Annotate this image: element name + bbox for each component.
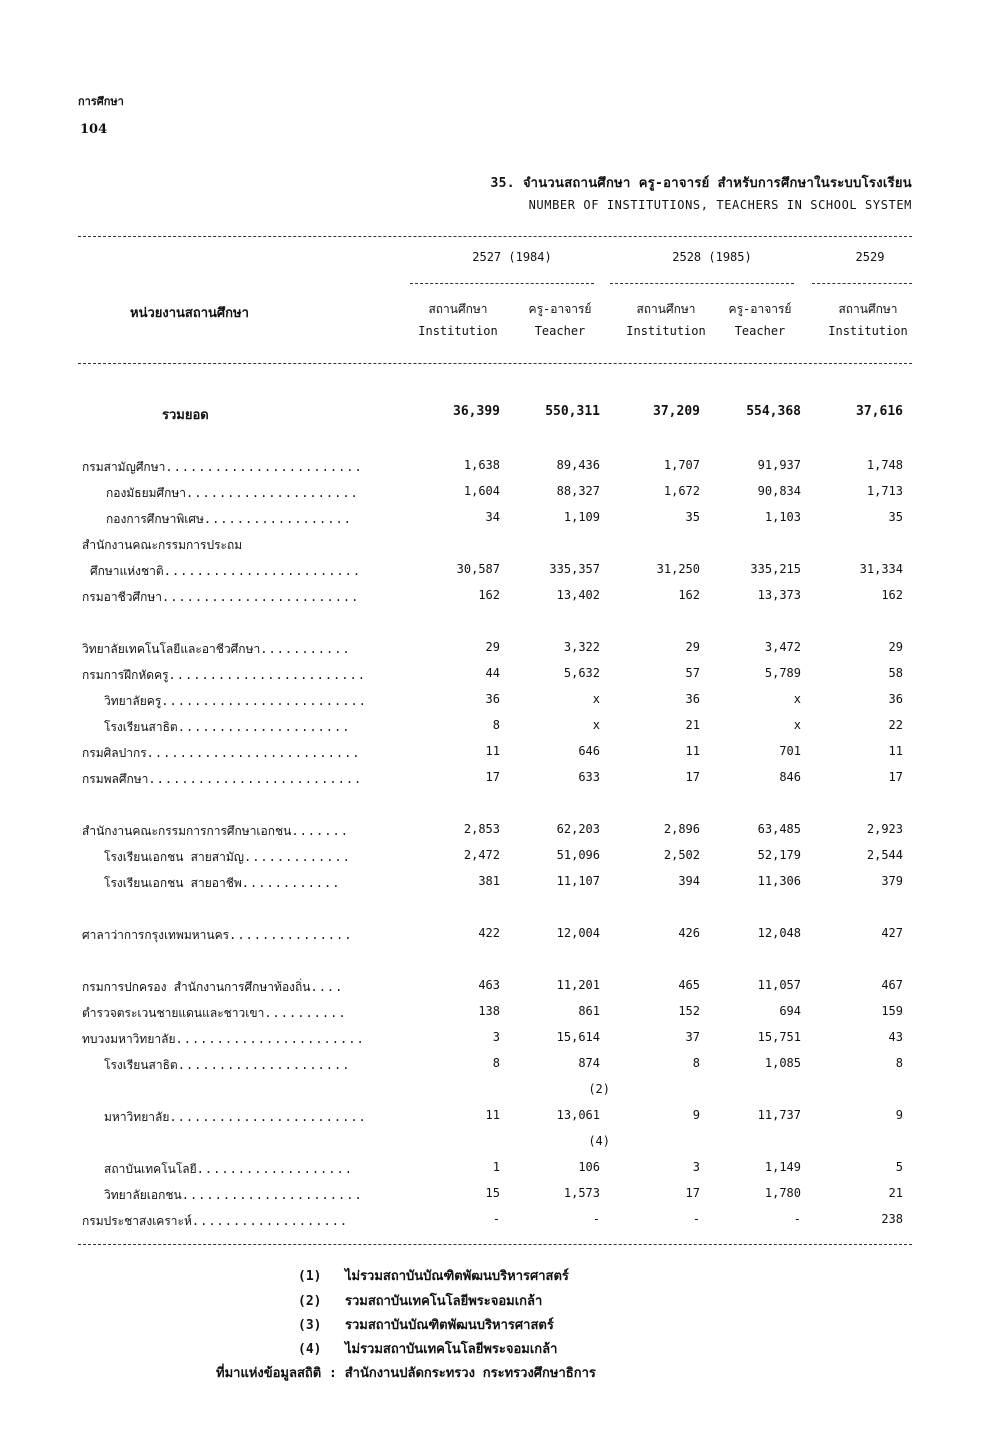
table-cell: 379 xyxy=(881,874,903,888)
table-row xyxy=(0,458,990,480)
table-cell: 34 xyxy=(485,510,500,524)
table-row xyxy=(0,1212,990,1234)
row-label: กรมประชาสงเคราะห์................... xyxy=(82,1214,349,1228)
table-cell: 5,632 xyxy=(563,666,600,680)
table-cell: 335,357 xyxy=(549,562,600,576)
column-header: สถานศึกษา Institution xyxy=(418,302,498,338)
table-cell: 2,923 xyxy=(866,822,903,836)
table-row xyxy=(0,1004,990,1026)
footnote: (4) ไม่รวมสถาบันเทคโนโลยีพระจอมเกล้า xyxy=(298,1342,558,1357)
table-cell: 238 xyxy=(881,1212,903,1226)
table-cell: 1,713 xyxy=(866,484,903,498)
table-cell: 1,573 xyxy=(563,1186,600,1200)
table-row xyxy=(0,770,990,792)
table-row xyxy=(0,874,990,896)
table-cell: 15,614 xyxy=(556,1030,600,1044)
column-header: สถานศึกษา Institution xyxy=(828,302,908,338)
row-label: วิทยาลัยเทคโนโลยีและอาชีวศึกษา........... xyxy=(82,642,351,656)
table-cell: 31,250 xyxy=(656,562,700,576)
footnote-marker: (4) xyxy=(588,1134,610,1148)
row-label: วิทยาลัยเอกชน...................... xyxy=(104,1188,363,1202)
row-label: ศาลาว่าการกรุงเทพมหานคร............... xyxy=(82,928,353,942)
top-rule xyxy=(78,236,912,237)
row-label: กรมศิลปากร.......................... xyxy=(82,746,361,760)
table-cell: 159 xyxy=(881,1004,903,1018)
table-cell: 11 xyxy=(485,1108,500,1122)
table-cell: 427 xyxy=(881,926,903,940)
table-cell: 57 xyxy=(685,666,700,680)
table-cell: 36 xyxy=(685,692,700,706)
table-cell: 162 xyxy=(678,588,700,602)
footnote: (2) รวมสถาบันเทคโนโลยีพระจอมเกล้า xyxy=(298,1294,543,1309)
table-cell: 5 xyxy=(895,1160,903,1174)
table-cell: 3 xyxy=(492,1030,500,1044)
table-cell: - xyxy=(692,1212,700,1226)
table-cell: 17 xyxy=(685,770,700,784)
row-label: ทบวงมหาวิทยาลัย....................... xyxy=(82,1032,365,1046)
table-cell: 3,322 xyxy=(563,640,600,654)
table-cell: 11 xyxy=(685,744,700,758)
table-cell: 2,853 xyxy=(463,822,500,836)
table-row xyxy=(0,562,990,584)
table-cell: 13,402 xyxy=(556,588,600,602)
table-row xyxy=(0,1030,990,1052)
table-row xyxy=(0,484,990,506)
table-cell: 36 xyxy=(888,692,903,706)
table-cell: 633 xyxy=(578,770,600,784)
table-cell: 8 xyxy=(492,1056,500,1070)
table-cell: 2,472 xyxy=(463,848,500,862)
year-header: 2529 xyxy=(855,250,885,264)
table-row xyxy=(0,1160,990,1182)
table-cell: - xyxy=(592,1212,600,1226)
table-cell: 694 xyxy=(779,1004,801,1018)
year-underline xyxy=(812,283,912,284)
table-row xyxy=(0,978,990,1000)
row-label: โรงเรียนเอกชน สายอาชีพ............ xyxy=(104,876,341,890)
row-label: กรมการฝึกหัดครู........................ xyxy=(82,668,366,682)
table-row xyxy=(0,822,990,844)
table-cell: 9 xyxy=(895,1108,903,1122)
table-cell: 31,334 xyxy=(859,562,903,576)
table-cell: 13,061 xyxy=(556,1108,600,1122)
table-cell: 1,085 xyxy=(764,1056,801,1070)
table-cell: 90,834 xyxy=(757,484,801,498)
table-cell: 1,604 xyxy=(463,484,500,498)
table-cell: 37,616 xyxy=(856,404,903,419)
table-row xyxy=(0,744,990,766)
table-cell: 13,373 xyxy=(757,588,801,602)
row-label: กองมัธยมศึกษา..................... xyxy=(106,486,359,500)
table-cell: 138 xyxy=(478,1004,500,1018)
table-cell: 1 xyxy=(492,1160,500,1174)
table-cell: 8 xyxy=(492,718,500,732)
table-cell: 465 xyxy=(678,978,700,992)
table-cell: 62,203 xyxy=(556,822,600,836)
row-label: กรมการปกครอง สำนักงานการศึกษาท้องถิ่น.... xyxy=(82,980,344,994)
table-cell: 15 xyxy=(485,1186,500,1200)
table-cell: 2,502 xyxy=(663,848,700,862)
table-cell: 1,748 xyxy=(866,458,903,472)
row-label: กรมพลศึกษา.......................... xyxy=(82,772,363,786)
table-row xyxy=(0,848,990,870)
table-cell: 846 xyxy=(779,770,801,784)
row-label: กองการศึกษาพิเศษ.................. xyxy=(106,512,352,526)
table-cell: 11 xyxy=(485,744,500,758)
year-header: 2527 (1984) xyxy=(472,250,552,264)
year-header: 2528 (1985) xyxy=(672,250,752,264)
table-cell: 29 xyxy=(685,640,700,654)
table-cell: x xyxy=(592,718,600,732)
table-cell: 12,004 xyxy=(556,926,600,940)
table-cell: 335,215 xyxy=(750,562,801,576)
table-cell: 11,306 xyxy=(757,874,801,888)
table-cell: 106 xyxy=(578,1160,600,1174)
table-cell: 550,311 xyxy=(545,404,600,419)
table-cell: 36,399 xyxy=(453,404,500,419)
table-cell: - xyxy=(492,1212,500,1226)
table-cell: 43 xyxy=(888,1030,903,1044)
table-cell: 15,751 xyxy=(757,1030,801,1044)
table-cell: 646 xyxy=(578,744,600,758)
table-cell: 1,103 xyxy=(764,510,801,524)
table-cell: 1,780 xyxy=(764,1186,801,1200)
table-cell: 1,638 xyxy=(463,458,500,472)
total-row xyxy=(0,404,990,426)
year-underline xyxy=(610,283,794,284)
section-header: การศึกษา xyxy=(78,95,124,108)
table-row xyxy=(0,1186,990,1208)
row-label: วิทยาลัยครู......................... xyxy=(104,694,367,708)
table-row xyxy=(0,666,990,688)
table-cell: 63,485 xyxy=(757,822,801,836)
table-cell: 21 xyxy=(888,1186,903,1200)
table-row xyxy=(0,926,990,948)
row-label: กรมอาชีวศึกษา........................ xyxy=(82,590,360,604)
table-cell: 91,937 xyxy=(757,458,801,472)
table-cell: 422 xyxy=(478,926,500,940)
table-cell: 29 xyxy=(888,640,903,654)
table-cell: 12,048 xyxy=(757,926,801,940)
table-cell: 861 xyxy=(578,1004,600,1018)
table-cell: 11,057 xyxy=(757,978,801,992)
bottom-rule xyxy=(78,1244,912,1245)
table-cell: 3,472 xyxy=(764,640,801,654)
unit-column-header: หน่วยงานสถานศึกษา xyxy=(130,306,249,321)
row-label: สถาบันเทคโนโลยี................... xyxy=(104,1162,353,1176)
row-label: มหาวิทยาลัย........................ xyxy=(104,1110,367,1124)
table-cell: 36 xyxy=(485,692,500,706)
table-row xyxy=(0,510,990,532)
row-label: โรงเรียนเอกชน สายสามัญ............. xyxy=(104,850,351,864)
table-cell: 8 xyxy=(895,1056,903,1070)
row-label: โรงเรียนสาธิต..................... xyxy=(104,1058,351,1072)
footnote-marker: (2) xyxy=(588,1082,610,1096)
table-cell: 3 xyxy=(692,1160,700,1174)
table-cell: 17 xyxy=(888,770,903,784)
table-cell: 30,587 xyxy=(456,562,500,576)
table-cell: 381 xyxy=(478,874,500,888)
table-cell: 88,327 xyxy=(556,484,600,498)
header-rule xyxy=(78,363,912,364)
table-title-thai: 35. จำนวนสถานศึกษา ครู-อาจารย์ สำหรับการศึกษาในระบบโรงเรียน xyxy=(490,176,912,191)
table-title-english: NUMBER OF INSTITUTIONS, TEACHERS IN SCHOOL SYSTEM xyxy=(528,198,912,212)
column-header: ครู-อาจารย์ Teacher xyxy=(728,302,792,338)
table-cell: 2,544 xyxy=(866,848,903,862)
column-header: สถานศึกษา Institution xyxy=(626,302,706,338)
table-row xyxy=(0,640,990,662)
table-cell: x xyxy=(592,692,600,706)
table-cell: 1,109 xyxy=(563,510,600,524)
table-cell: 874 xyxy=(578,1056,600,1070)
source-note: ที่มาแห่งข้อมูลสถิติ : สำนักงานปลัดกระทรวง กระทรวงศึกษาธิการ xyxy=(216,1366,596,1381)
table-row xyxy=(0,588,990,610)
row-label: ตำรวจตระเวนชายแดนและชาวเขา.......... xyxy=(82,1006,347,1020)
row-label: ศึกษาแห่งชาติ........................ xyxy=(90,564,362,578)
table-cell: x xyxy=(793,718,801,732)
table-cell: 44 xyxy=(485,666,500,680)
footnote: (1) ไม่รวมสถาบันบัณฑิตพัฒนบริหารศาสตร์ xyxy=(298,1269,569,1284)
table-cell: 2,896 xyxy=(663,822,700,836)
table-cell: 463 xyxy=(478,978,500,992)
table-cell: 1,707 xyxy=(663,458,700,472)
column-header: ครู-อาจารย์ Teacher xyxy=(528,302,592,338)
table-cell: 701 xyxy=(779,744,801,758)
table-cell: 35 xyxy=(685,510,700,524)
table-cell: 162 xyxy=(881,588,903,602)
table-cell: x xyxy=(793,692,801,706)
table-cell: 394 xyxy=(678,874,700,888)
table-cell: 17 xyxy=(685,1186,700,1200)
table-cell: 21 xyxy=(685,718,700,732)
table-cell: 51,096 xyxy=(556,848,600,862)
footnote: (3) รวมสถาบันบัณฑิตพัฒนบริหารศาสตร์ xyxy=(298,1318,554,1333)
table-cell: 467 xyxy=(881,978,903,992)
table-cell: 5,789 xyxy=(764,666,801,680)
table-cell: 52,179 xyxy=(757,848,801,862)
table-cell: 58 xyxy=(888,666,903,680)
row-label: สำนักงานคณะกรรมการประถม xyxy=(82,538,243,552)
table-cell: 17 xyxy=(485,770,500,784)
table-cell: 35 xyxy=(888,510,903,524)
table-cell: 22 xyxy=(888,718,903,732)
total-label: รวมยอด xyxy=(162,408,209,423)
table-cell: - xyxy=(793,1212,801,1226)
table-cell: 11,201 xyxy=(556,978,600,992)
table-cell: 9 xyxy=(692,1108,700,1122)
table-cell: 152 xyxy=(678,1004,700,1018)
table-cell: 11 xyxy=(888,744,903,758)
table-cell: 89,436 xyxy=(556,458,600,472)
table-cell: 37 xyxy=(685,1030,700,1044)
table-cell: 1,672 xyxy=(663,484,700,498)
table-cell: 11,737 xyxy=(757,1108,801,1122)
table-cell: 1,149 xyxy=(764,1160,801,1174)
page-number: 104 xyxy=(80,122,108,137)
row-label: โรงเรียนสาธิต..................... xyxy=(104,720,351,734)
table-row xyxy=(0,1108,990,1130)
table-cell: 426 xyxy=(678,926,700,940)
row-label: กรมสามัญศึกษา........................ xyxy=(82,460,363,474)
table-cell: 11,107 xyxy=(556,874,600,888)
table-cell: 162 xyxy=(478,588,500,602)
table-row xyxy=(0,692,990,714)
table-cell: 8 xyxy=(692,1056,700,1070)
table-row xyxy=(0,718,990,740)
row-label: สำนักงานคณะกรรมการการศึกษาเอกชน....... xyxy=(82,824,349,838)
table-cell: 554,368 xyxy=(746,404,801,419)
table-row xyxy=(0,1056,990,1078)
table-cell: 37,209 xyxy=(653,404,700,419)
year-underline xyxy=(410,283,594,284)
table-row xyxy=(0,536,990,558)
table-cell: 29 xyxy=(485,640,500,654)
